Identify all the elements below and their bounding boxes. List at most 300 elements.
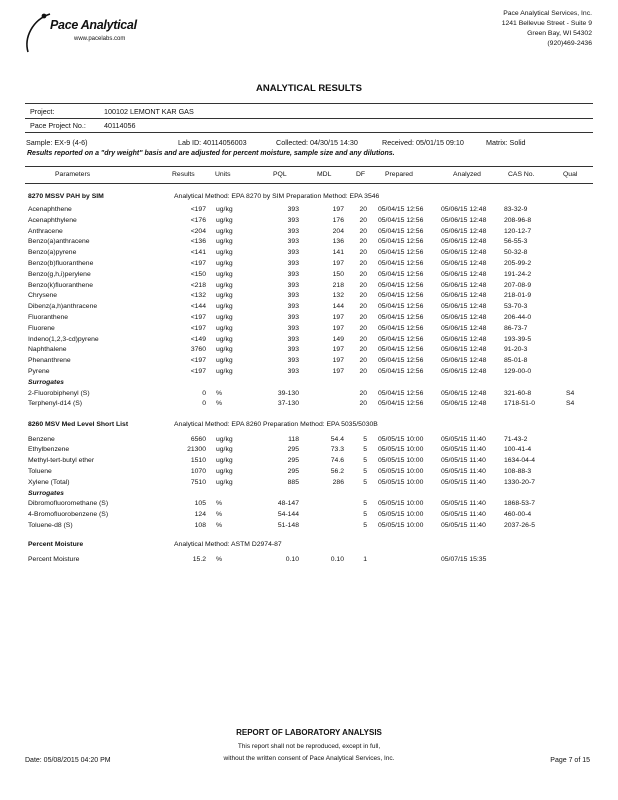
table-cell: <197 [190,260,206,267]
table-cell: Phenanthrene [28,357,71,365]
table-cell: 05/06/15 12:48 [441,368,487,375]
table-cell: 20 [359,324,367,332]
table-cell: 393 [287,292,299,300]
table-cell: 05/05/15 11:40 [441,478,486,486]
table-cell: 05/05/15 11:40 [441,500,486,508]
table-cell: 2037-26-5 [504,521,535,529]
table-cell: 393 [287,324,299,332]
table-row [0,336,618,347]
address-line: Pace Analytical Services, Inc. [503,10,592,17]
table-cell: 71-43-2 [504,435,528,443]
collected-date: Collected: 04/30/15 14:30 [276,138,358,147]
table-row [0,325,618,336]
table-cell: 05/05/15 11:40 [441,446,486,454]
table-cell: 05/05/15 11:40 [441,521,486,529]
table-cell: 206-44-0 [504,314,532,321]
table-cell: 132 [332,292,344,300]
table-cell: 141 [332,249,344,257]
table-cell: ug/kg [216,324,233,332]
table-cell: 4-Bromofluorobenzene (S) [28,511,109,519]
table-cell: 05/05/15 10:00 [378,500,424,508]
col-header: PQL [273,171,287,178]
table-cell: 0 [202,400,206,408]
table-row [0,228,618,239]
table-cell: ug/kg [216,292,233,300]
table-row [0,249,618,260]
table-cell: 20 [359,292,367,300]
table-cell: Chrysene [28,292,58,300]
table-cell: Toluene-d8 (S) [28,521,73,529]
table-cell: <197 [190,357,206,365]
company-address [502,9,592,49]
table-cell: ug/kg [216,335,233,343]
table-cell: 37-130 [277,400,299,408]
table-cell: 218 [332,281,344,289]
sample-line [26,138,526,147]
table-cell: Percent Moisture [28,555,80,563]
table-cell: 05/05/15 11:40 [441,511,486,519]
table-cell: ug/kg [216,314,233,321]
divider [25,183,593,184]
results-note: Results reported on a "dry weight" basis and are adjusted for percent moisture, sample size and any dilutions. [27,150,395,157]
table-cell: 74.6 [330,457,344,465]
table-cell: 05/06/15 12:48 [441,216,487,224]
table-cell: 144 [332,303,344,311]
table-cell: 393 [287,238,299,246]
table-cell: 05/06/15 12:48 [441,389,487,397]
table-cell: 100-41-4 [504,446,532,454]
table-cell: 20 [359,206,367,213]
table-cell: 05/05/15 10:00 [378,478,424,486]
table-cell: 20 [359,389,367,397]
table-cell: Terphenyl-d14 (S) [28,400,83,408]
table-cell: Dibenz(a,h)anthracene [28,303,98,311]
table-row [0,346,618,357]
table-cell: 05/04/15 12:56 [378,303,424,311]
logo-text: Pace Analytical [50,18,137,32]
table-cell: 393 [287,314,299,321]
surrogates-label-row [0,490,618,501]
table-cell: 05/07/15 15:35 [441,555,487,563]
table-cell: 393 [287,346,299,354]
table-cell: ug/kg [216,270,233,278]
table-cell: Acenaphthene [28,206,72,213]
section-method: Analytical Method: EPA 8260 Preparation Method: EPA 5035/5030B [174,421,378,428]
table-row [0,282,618,293]
table-cell: 7510 [190,478,206,486]
table-cell: ug/kg [216,478,233,486]
address-line: (920)469-2436 [547,40,592,47]
table-cell: 05/04/15 12:56 [378,346,424,354]
table-cell: ug/kg [216,303,233,311]
table-cell: <204 [190,227,206,235]
table-cell: 2-Fluorobiphenyl (S) [28,389,90,397]
table-cell: 21300 [187,446,206,454]
table-row [0,271,618,282]
table-cell: 05/06/15 12:48 [441,335,487,343]
footer-disclaimer: without the written consent of Pace Analytical Services, Inc. [223,755,395,762]
table-cell: 197 [332,346,344,354]
table-cell: 295 [287,457,299,465]
table-cell: 0 [202,389,206,397]
table-cell: 1510 [190,457,206,465]
table-cell: ug/kg [216,227,233,235]
table-cell: % [216,521,223,529]
received-date: Received: 05/01/15 09:10 [382,138,464,147]
table-cell: 204 [332,227,344,235]
divider [25,132,593,133]
table-cell: 05/06/15 12:48 [441,249,487,257]
table-cell: 197 [332,324,344,332]
table-cell: 20 [359,270,367,278]
table-row [0,457,618,468]
table-cell: ug/kg [216,216,233,224]
table-cell: 05/04/15 12:56 [378,389,424,397]
table-cell: 136 [332,238,344,246]
table-cell: 54-144 [277,511,299,519]
col-header: Results [172,171,195,178]
table-cell: 5 [363,478,367,486]
table-cell: 393 [287,335,299,343]
table-cell: <197 [190,206,206,213]
table-row [0,556,618,567]
table-cell: 295 [287,467,299,475]
footer-disclaimer: This report shall not be reproduced, except in full, [237,743,381,750]
table-cell: % [216,400,223,408]
table-cell: 20 [359,281,367,289]
divider [25,118,593,119]
table-cell: 218-01-9 [504,292,532,300]
table-cell: % [216,555,223,563]
table-cell: Benzo(a)anthracene [28,238,90,246]
col-header: MDL [317,171,332,178]
surrogates-label: Surrogates [28,378,64,386]
table-cell: 5 [363,435,367,443]
table-cell: 05/06/15 12:48 [441,227,487,235]
table-cell: 05/04/15 12:56 [378,270,424,278]
table-cell: 393 [287,206,299,213]
table-cell: Benzene [28,435,55,443]
table-row [0,468,618,479]
table-cell: ug/kg [216,260,233,267]
table-cell: 20 [359,400,367,408]
table-cell: 393 [287,357,299,365]
table-cell: 20 [359,368,367,375]
table-cell: <144 [190,303,206,311]
project-value: 100102 LEMONT KAR GAS [104,107,194,116]
section-name: 8260 MSV Med Level Short List [28,421,129,428]
footer-title: REPORT OF LABORATORY ANALYSIS [236,728,382,737]
table-cell: ug/kg [216,346,233,354]
table-cell: 393 [287,216,299,224]
table-cell: Xylene (Total) [28,478,70,486]
table-cell: 108-88-3 [504,467,532,475]
table-row [0,238,618,249]
table-cell: 91-20-3 [504,346,528,354]
section-method: Analytical Method: ASTM D2974-87 [174,541,282,548]
table-cell: 20 [359,357,367,365]
table-row [0,436,618,447]
table-cell: Fluoranthene [28,314,69,321]
table-row [0,479,618,490]
table-cell: ug/kg [216,446,233,454]
table-cell: 1 [363,555,367,563]
table-cell: 05/06/15 12:48 [441,270,487,278]
table-cell: 1718-51-0 [504,400,535,408]
table-cell: 05/05/15 10:00 [378,457,424,465]
table-cell: 393 [287,227,299,235]
table-cell: 73.3 [330,446,344,454]
table-cell: 56.2 [330,467,344,475]
table-cell: 5 [363,467,367,475]
table-cell: 3760 [190,346,206,354]
table-cell: 1330-20-7 [504,478,535,486]
table-cell: 05/05/15 11:40 [441,435,486,443]
table-cell: 393 [287,368,299,375]
table-cell: 20 [359,335,367,343]
table-cell: 15.2 [192,555,206,563]
table-cell: 86-73-7 [504,324,528,332]
table-cell: <132 [190,292,206,300]
col-header: Analyzed [453,171,481,178]
table-cell: 05/06/15 12:48 [441,346,487,354]
table-cell: 05/06/15 12:48 [441,238,487,246]
table-cell: 05/06/15 12:48 [441,281,487,289]
table-cell: 393 [287,281,299,289]
surrogate-row [0,400,618,411]
table-cell: % [216,511,223,519]
table-cell: Acenaphthylene [28,216,77,224]
table-cell: ug/kg [216,206,233,213]
table-cell: 05/06/15 12:48 [441,400,487,408]
table-cell: 05/06/15 12:48 [441,357,487,365]
table-cell: 20 [359,314,367,321]
table-cell: 20 [359,260,367,267]
table-cell: 393 [287,260,299,267]
table-cell: 5 [363,511,367,519]
table-cell: ug/kg [216,281,233,289]
page-number: Page 7 of 15 [550,757,590,764]
project-label: Project: [30,107,55,116]
table-cell: 197 [332,368,344,375]
table-row [0,260,618,271]
table-cell: 05/05/15 10:00 [378,511,424,519]
address-line: Green Bay, WI 54302 [527,30,592,37]
table-cell: 05/05/15 11:40 [441,467,486,475]
table-row [0,314,618,325]
matrix: Matrix: Solid [486,138,526,147]
table-cell: 05/06/15 12:48 [441,303,487,311]
table-cell: Pyrene [28,368,50,375]
column-headers [0,171,618,182]
surrogate-row [0,522,618,533]
table-cell: <176 [190,216,206,224]
table-cell: 5 [363,500,367,508]
table-cell: ug/kg [216,238,233,246]
table-cell: 39-130 [277,389,299,397]
table-cell: 105 [194,500,206,508]
table-cell: 393 [287,303,299,311]
table-cell: % [216,389,223,397]
table-row [0,206,618,217]
table-cell: 05/06/15 12:48 [441,314,487,321]
table-cell: 48-147 [277,500,299,508]
table-cell: Benzo(g,h,i)perylene [28,270,91,278]
table-cell: 05/04/15 12:56 [378,238,424,246]
table-cell: <136 [190,238,206,246]
table-cell: Toluene [28,467,52,475]
table-cell: 393 [287,270,299,278]
col-header: Units [215,171,231,178]
logo-url: www.pacelabs.com [74,36,126,42]
table-cell: <197 [190,368,206,375]
table-cell: 150 [332,270,344,278]
table-row [0,303,618,314]
table-row [0,292,618,303]
table-cell: Benzo(k)fluoranthene [28,281,93,289]
table-cell: 53-70-3 [504,303,528,311]
surrogates-label-row [0,379,618,390]
table-cell: 05/04/15 12:56 [378,281,424,289]
pace-project-value: 40114056 [104,121,136,130]
table-cell: 176 [332,216,344,224]
table-row [0,446,618,457]
table-cell: Benzo(a)pyrene [28,249,77,257]
table-cell: 05/04/15 12:56 [378,335,424,343]
table-cell: 05/04/15 12:56 [378,368,424,375]
table-cell: 83-32-9 [504,206,528,213]
col-header: Parameters [55,171,91,178]
table-cell: 05/05/15 11:40 [441,457,486,465]
table-cell: 05/05/15 10:00 [378,435,424,443]
table-cell: 393 [287,249,299,257]
table-cell: ug/kg [216,368,233,375]
table-cell: 20 [359,227,367,235]
col-header: Prepared [385,171,413,178]
table-cell: <197 [190,324,206,332]
table-cell: Ethylbenzene [28,446,70,454]
table-row [0,357,618,368]
table-row [0,368,618,379]
table-cell: 5 [363,446,367,454]
table-cell: 197 [332,206,344,213]
surrogate-row [0,511,618,522]
table-cell: 05/05/15 10:00 [378,467,424,475]
table-cell: 50-32-8 [504,249,528,257]
table-cell: 118 [288,435,299,443]
table-cell: 05/06/15 12:48 [441,206,487,213]
table-cell: 149 [332,335,344,343]
table-cell: ug/kg [216,249,233,257]
pace-project-label: Pace Project No.: [30,121,86,130]
col-header: CAS No. [508,171,535,178]
table-cell: 20 [359,216,367,224]
table-cell: <197 [190,314,206,321]
table-cell: 05/04/15 12:56 [378,249,424,257]
table-cell: 20 [359,303,367,311]
divider [25,166,593,167]
table-cell: 05/04/15 12:56 [378,227,424,235]
table-cell: Benzo(b)fluoranthene [28,260,94,267]
sample-id: Sample: EX-9 (4-6) [26,138,88,147]
table-cell: 05/05/15 10:00 [378,446,424,454]
table-cell: <141 [190,249,206,257]
table-cell: 54.4 [330,435,344,443]
table-cell: 5 [363,457,367,465]
table-cell: 460-00-4 [504,511,532,519]
table-cell: <149 [190,335,206,343]
table-cell: 05/04/15 12:56 [378,314,424,321]
table-cell: 05/06/15 12:48 [441,324,487,332]
table-cell: 191-24-2 [504,270,532,278]
table-cell: % [216,500,223,508]
table-cell: 193-39-5 [504,335,532,343]
table-cell: <218 [190,281,206,289]
table-cell: 1868-53-7 [504,500,535,508]
table-cell: ug/kg [216,457,233,465]
table-cell: 20 [359,238,367,246]
lab-id: Lab ID: 40114056003 [178,138,247,147]
table-cell: 205-99-2 [504,260,532,267]
table-cell: 6560 [190,435,206,443]
table-cell: 05/04/15 12:56 [378,292,424,300]
table-cell: 321-60-8 [504,389,532,397]
table-cell: 05/04/15 12:56 [378,324,424,332]
table-cell: 05/04/15 12:56 [378,400,424,408]
table-cell: 124 [194,511,206,519]
table-cell: 56-55-3 [504,238,528,246]
table-cell: S4 [566,400,575,408]
col-header: Qual [563,171,578,178]
table-cell: 05/04/15 12:56 [378,216,424,224]
table-cell: 108 [194,521,206,529]
table-cell: 05/04/15 12:56 [378,260,424,267]
table-cell: 05/06/15 12:48 [441,260,487,267]
surrogates-label: Surrogates [28,489,64,497]
table-cell: Methyl-tert-butyl ether [28,457,95,465]
table-cell: 20 [359,249,367,257]
table-cell: 0.10 [285,555,299,563]
divider [25,103,593,104]
report-date: Date: 05/08/2015 04:20 PM [25,757,111,764]
table-cell: 1070 [190,467,206,475]
table-cell: 197 [332,260,344,267]
section-header [0,421,618,432]
section-method: Analytical Method: EPA 8270 by SIM Preparation Method: EPA 3546 [174,193,380,200]
table-cell: 05/06/15 12:48 [441,292,487,300]
company-logo [22,8,142,54]
table-cell: Indeno(1,2,3-cd)pyrene [28,335,99,343]
table-cell: 05/05/15 10:00 [378,521,424,529]
address-line: 1241 Bellevue Street - Suite 9 [501,20,592,27]
col-header: DF [356,171,366,178]
table-cell: 295 [287,446,299,454]
table-cell: 197 [332,357,344,365]
table-cell: 20 [359,346,367,354]
table-cell: ug/kg [216,357,233,365]
table-cell: Anthracene [28,227,63,235]
table-cell: 208-96-8 [504,216,532,224]
table-cell: <150 [190,270,206,278]
section-header [0,541,618,552]
section-name: 8270 MSSV PAH by SIM [28,193,104,200]
table-cell: 207-08-9 [504,281,532,289]
table-cell: 5 [363,521,367,529]
table-cell: 1634-04-4 [504,457,535,465]
table-cell: 0.10 [330,555,344,563]
table-cell: Fluorene [28,324,55,332]
section-header [0,193,618,204]
